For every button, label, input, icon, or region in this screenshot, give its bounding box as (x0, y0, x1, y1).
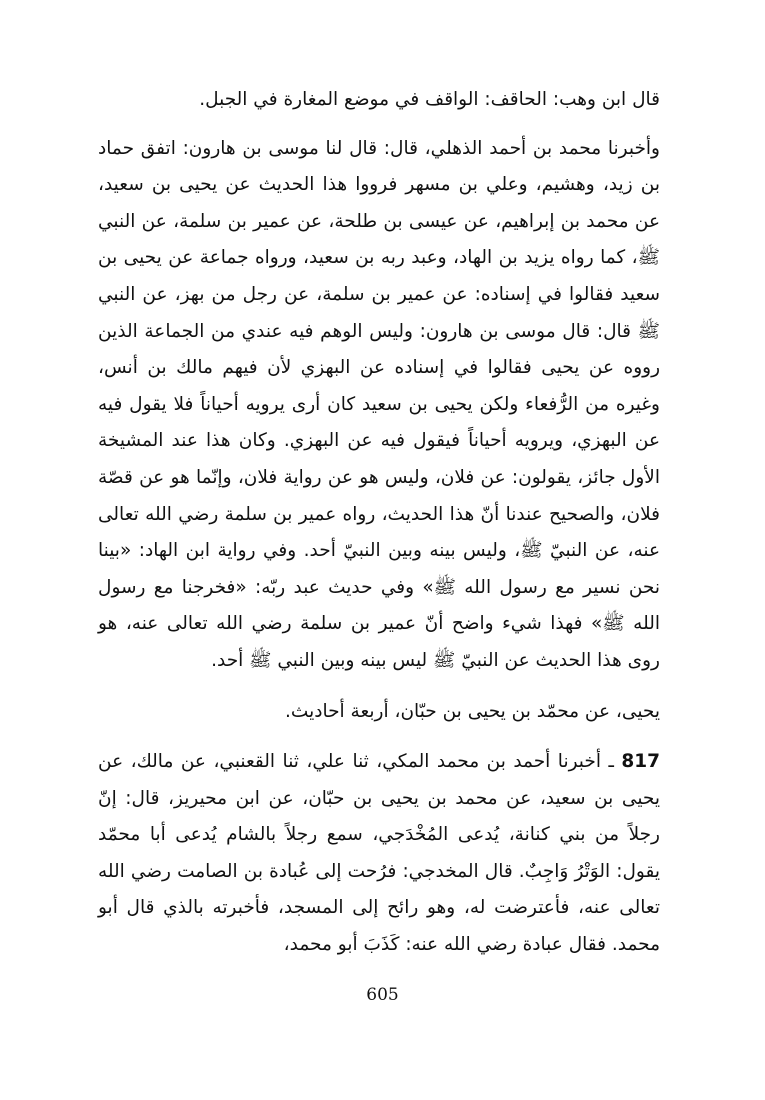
paragraph-musa-ibn-harun-discussion: وأخبرنا محمد بن أحمد الذهلي، قال: قال لنا موسى بن هارون: اتفق حماد بن زيد، وهشيم، وعلي بن مسهر فرووا هذا الحديث عن يحيى بن سعيد، عن محمد بن إبراهيم، عن عيسى بن طلحة، عن عمير بن سلمة، عن النبي ﷺ، كما رواه يزيد بن الهاد، وعبد ربه بن سعيد، ورواه جماعة عن يحيى بن سعيد فقالوا في إسناده: عن عمير بن سلمة، عن رجل من بهز، عن النبي ﷺ قال: قال موسى بن هارون: وليس الوهم فيه عندي من الجماعة الذين رووه عن يحيى فقالوا في إسناده عن البهزي لأن فيهم مالك بن أنس، وغيره من الرُّفعاء ولكن يحيى بن سعيد كان أرى يرويه أحياناً فلا يقول فيه عن البهزي، ويرويه أحياناً فيقول فيه عن البهزي. وكان هذا عند المشيخة الأول جائز، يقولون: عن فلان، وليس هو عن رواية فلان، وإنّما هو عن قصّة فلان، والصحيح عندنا أنّ هذا الحديث، رواه عمير بن سلمة رضي الله تعالى عنه، عن النبيّ ﷺ، وليس بينه وبين النبيّ أحد. وفي رواية ابن الهاد: «بينا نحن نسير مع رسول الله ﷺ» وفي حديث عبد ربّه: «فخرجنا مع رسول الله ﷺ» فهذا شيء واضح أنّ عمير بن سلمة رضي الله تعالى عنه، هو روى هذا الحديث عن النبيّ ﷺ ليس بينه وبين النبي ﷺ أحد. (98, 137, 660, 671)
page-number: 605 (366, 985, 399, 1005)
hadith-number: 817 (621, 751, 660, 773)
hadith-text: ـ أخبرنا أحمد بن محمد المكي، ثنا علي، ثنا القعنبي، عن مالك، عن يحيى بن سعيد، عن محمد بن يحيى بن حبّان، عن ابن محيريز، قال: إنّ رجلاً من بني كنانة، يُدعى المُخْدَجي، سمع رجلاً بالشام يُدعى أبا محمّد يقول: الوَتْرُ وَاجِبٌ. قال المخدجي: فرُحت إلى عُبادة بن الصامت رضي الله تعالى عنه، فأعترضت له، وهو رائح إلى المسجد، فأخبرته بالذي قال أبو محمد. فقال عبادة رضي الله عنه: كَذَبَ أبو محمد، (98, 751, 660, 956)
page-body (98, 82, 660, 964)
section-heading-yahya-ahadith: يحيى، عن محمّد بن يحيى بن حبّان، أربعة أحاديث. (285, 700, 660, 722)
hadith-817 (98, 744, 660, 964)
paragraph-ibn-wahb-gloss: قال ابن وهب: الحاقف: الواقف في موضع المغارة في الجبل. (199, 89, 660, 110)
